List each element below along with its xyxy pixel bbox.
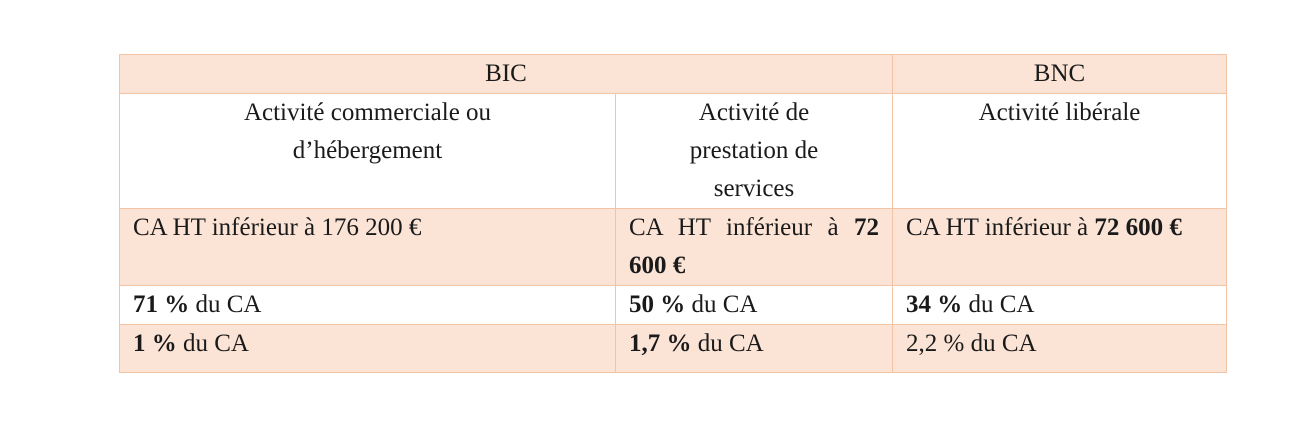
- rate-commercial-suffix: du CA: [189, 291, 262, 318]
- contribution-liberal: [893, 325, 1227, 373]
- rate-services-suffix: du CA: [685, 291, 758, 318]
- contribution-services: [616, 325, 893, 373]
- threshold-row: [120, 209, 1227, 286]
- threshold-services: [616, 209, 893, 286]
- activity-liberal: Activité libérale: [893, 94, 1227, 209]
- activity-services: Activité de prestation de services: [616, 94, 893, 209]
- contribution-rate-row: [120, 325, 1227, 373]
- threshold-services-amount: 72 600 €: [629, 214, 879, 279]
- rate-commercial-value: 71 %: [133, 291, 190, 318]
- contribution-liberal-text: 2,2 % du CA: [906, 330, 1037, 357]
- rate-services-value: 50 %: [629, 291, 686, 318]
- contribution-commercial-suffix: du CA: [176, 330, 249, 357]
- rate-services: [616, 286, 893, 325]
- rate-liberal-suffix: du CA: [962, 291, 1035, 318]
- activity-commercial: Activité commerciale ou d’hébergement: [120, 94, 616, 209]
- rate-commercial: [120, 286, 616, 325]
- bic-bnc-comparison-table: [119, 54, 1227, 373]
- contribution-commercial-value: 1 %: [133, 330, 177, 357]
- header-row: [120, 55, 1227, 94]
- contribution-services-suffix: du CA: [691, 330, 764, 357]
- threshold-liberal-amount: 72 600 €: [1094, 214, 1182, 241]
- threshold-liberal-text: CA HT inférieur à: [906, 214, 1095, 241]
- activity-row: [120, 94, 1227, 209]
- contribution-commercial: [120, 325, 616, 373]
- contribution-services-value: 1,7 %: [629, 330, 692, 357]
- threshold-liberal: [893, 209, 1227, 286]
- rate-liberal-value: 34 %: [906, 291, 963, 318]
- rate-liberal: [893, 286, 1227, 325]
- abatement-rate-row: [120, 286, 1227, 325]
- header-bic: BIC: [120, 55, 893, 94]
- threshold-commercial: [120, 209, 616, 286]
- threshold-services-text: CA HT inférieur à: [629, 214, 854, 241]
- header-bnc: BNC: [893, 55, 1227, 94]
- threshold-commercial-text: CA HT inférieur à 176 200 €: [133, 214, 422, 241]
